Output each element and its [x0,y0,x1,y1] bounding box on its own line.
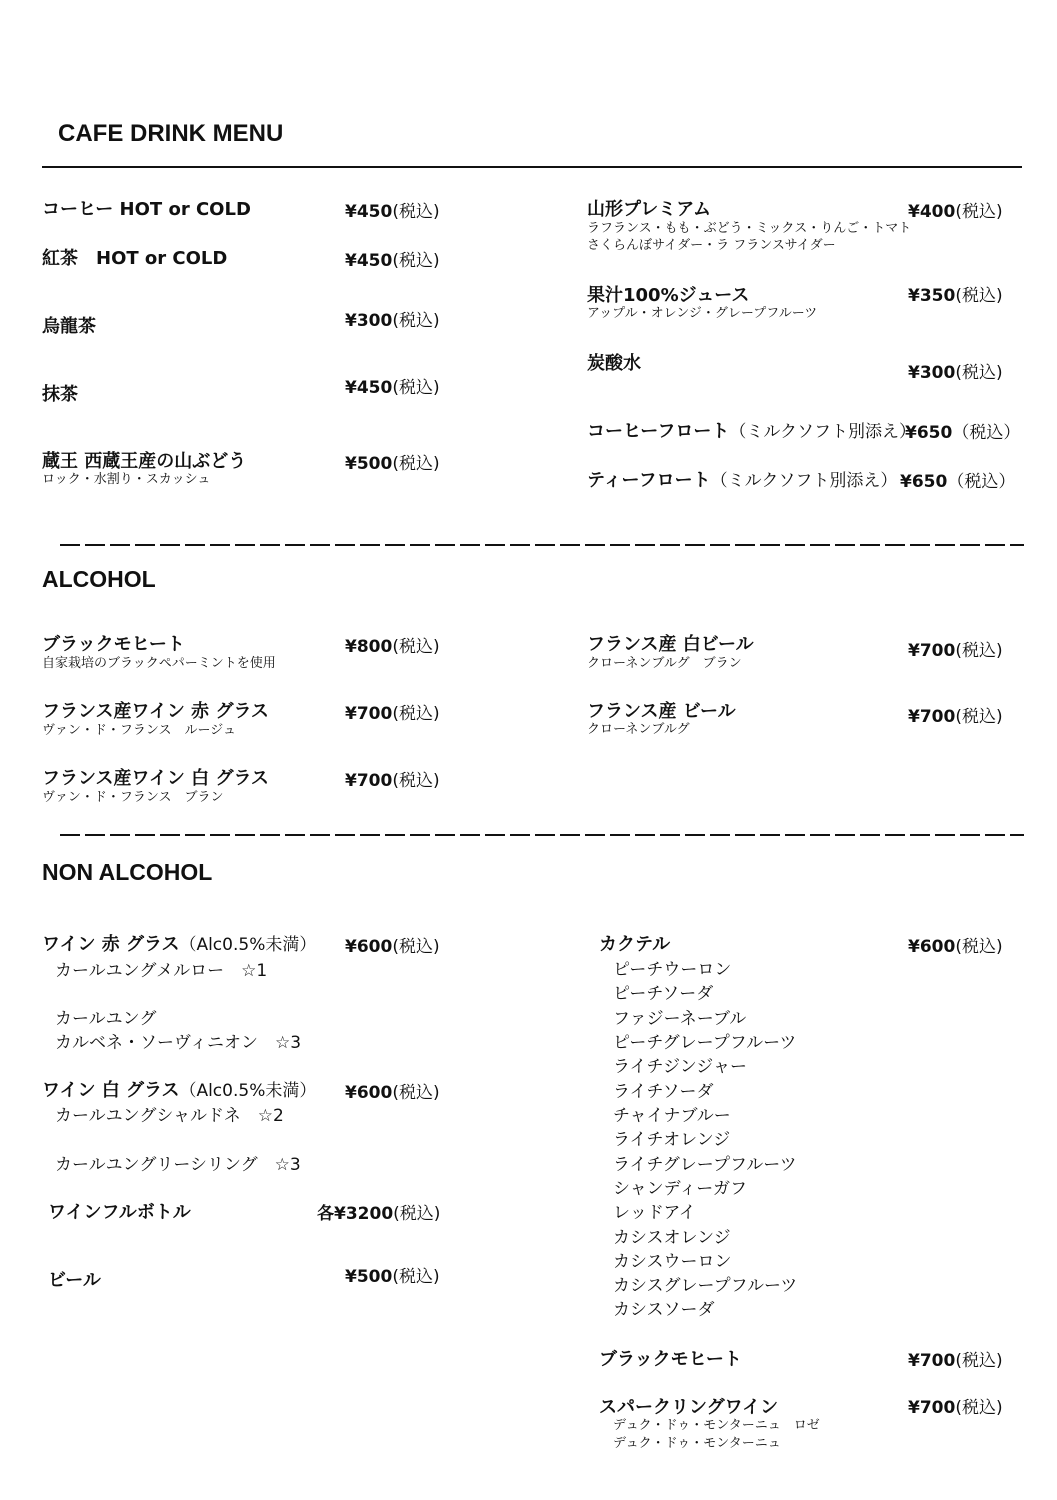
menu-item-price: ¥700(税込) [345,704,440,724]
menu-item-price: ¥450(税込) [345,251,440,271]
section-title-alcohol: ALCOHOL [42,566,156,592]
cocktail-item: ピーチグレープフルーツ [613,1033,797,1053]
menu-item-name: フランス産 ビール [587,701,736,722]
menu-item-price: ¥650（税込） [905,423,1021,443]
cocktail-item: カシスオレンジ [613,1228,731,1248]
menu-item-price: ¥500(税込) [345,454,440,474]
menu-item-price: ¥600(税込) [345,937,440,957]
menu-item-price: ¥500(税込) [345,1267,440,1287]
menu-item-name: フランス産ワイン 白 グラス [42,768,269,789]
wine-variety: カールユング [55,1009,157,1029]
wine-variety: カールユングリーシリング ☆3 [55,1155,301,1175]
menu-item-description: ヴァン・ド・フランス ルージュ [42,723,236,738]
menu-item-price: ¥350(税込) [908,286,1003,306]
menu-item-price: ¥650（税込） [900,472,1016,492]
cocktail-item: ライチソーダ [613,1082,714,1102]
menu-item-price: ¥800(税込) [345,637,440,657]
menu-item-price: ¥300(税込) [345,311,440,331]
cocktail-item: ファジーネーブル [613,1009,747,1029]
cocktail-item: ライチグレープフルーツ [613,1155,797,1175]
menu-item-name: 果汁100%ジュース [587,285,750,306]
menu-item-description: アップル・オレンジ・グレープフルーツ [587,306,818,321]
menu-item-name: フランス産ワイン 赤 グラス [42,701,269,722]
menu-item-name: コーヒー HOT or COLD [42,199,251,220]
menu-item-price: ¥700(税込) [345,771,440,791]
menu-item-description: クローネンブルグ ブラン [587,656,742,671]
cocktail-item: ピーチソーダ [613,984,714,1004]
menu-item-price: ¥400(税込) [908,202,1003,222]
menu-item-price: ¥700(税込) [908,641,1003,661]
menu-item-description: ラフランス・もも・ぶどう・ミックス・りんご・トマト [587,221,912,236]
menu-item-price: 各¥3200(税込) [317,1204,441,1224]
menu-item-name: 蔵王 西蔵王産の山ぶどう [42,451,247,472]
menu-item-price: ¥300(税込) [908,363,1003,383]
menu-item-name: 烏龍茶 [42,316,96,337]
menu-item-description: ヴァン・ド・フランス ブラン [42,790,224,805]
menu-item-price: ¥450(税込) [345,378,440,398]
menu-item-price: ¥700(税込) [908,1351,1003,1371]
menu-item-name: スパークリングワイン [599,1397,779,1418]
menu-item-price: ¥600(税込) [345,1083,440,1103]
menu-item-name: ティーフロート（ミルクソフト別添え） [587,470,898,491]
menu-item-price: ¥700(税込) [908,707,1003,727]
menu-item-name: ビール [48,1270,101,1291]
section-divider [60,544,1024,546]
cocktail-item: ライチオレンジ [613,1130,731,1150]
menu-item-name: 山形プレミアム [587,199,712,220]
menu-item-name: 紅茶 HOT or COLD [42,248,228,269]
menu-item-description: 自家栽培のブラックペパーミントを使用 [42,656,276,671]
menu-item-price: ¥700(税込) [908,1398,1003,1418]
title-divider [42,166,1022,168]
menu-item-description: さくらんぼサイダー・ラ フランスサイダー [587,238,836,253]
cocktail-item: カシスグレープフルーツ [613,1276,798,1296]
menu-item-price: ¥450(税込) [345,202,440,222]
cocktail-item: ライチジンジャー [613,1057,747,1077]
menu-item-name: 炭酸水 [587,353,641,374]
wine-variety: カールユングシャルドネ ☆2 [55,1106,284,1126]
menu-item-description: デュク・ドゥ・モンターニュ [613,1436,781,1451]
menu-item-description: クローネンブルグ [587,722,690,737]
section-title-non-alcohol: NON ALCOHOL [42,859,213,885]
wine-variety: カールユングメルロー ☆1 [55,961,268,981]
wine-variety: カルベネ・ソーヴィニオン ☆3 [55,1033,302,1053]
cocktail-item: シャンディーガフ [613,1179,747,1199]
menu-item-name: ワイン 赤 グラス（Alc0.5%未満） [42,934,317,955]
page-title: CAFE DRINK MENU [58,120,284,147]
cocktail-item: カシスウーロン [613,1252,732,1272]
menu-item-price: ¥600(税込) [908,937,1003,957]
cocktail-item: チャイナブルー [613,1106,731,1126]
cocktail-item: ピーチウーロン [613,960,732,980]
menu-item-description: ロック・水割り・スカッシュ [42,472,211,487]
menu-item-name: フランス産 白ビール [587,634,754,655]
cocktail-item: カシスソーダ [613,1300,715,1320]
menu-item-name: コーヒーフロート（ミルクソフト別添え） [587,421,917,442]
menu-item-description: デュク・ドゥ・モンターニュ ロゼ [613,1418,820,1433]
cocktail-item: レッドアイ [613,1203,696,1223]
menu-item-name: ブラックモヒート [42,634,185,655]
menu-item-name: ワイン 白 グラス（Alc0.5%未満） [42,1080,317,1101]
menu-item-name: 抹茶 [42,384,78,405]
menu-item-name: カクテル [599,934,671,955]
section-divider [60,834,1024,836]
menu-item-name: ブラックモヒート [599,1349,742,1370]
menu-item-name: ワインフルボトル [48,1202,191,1223]
